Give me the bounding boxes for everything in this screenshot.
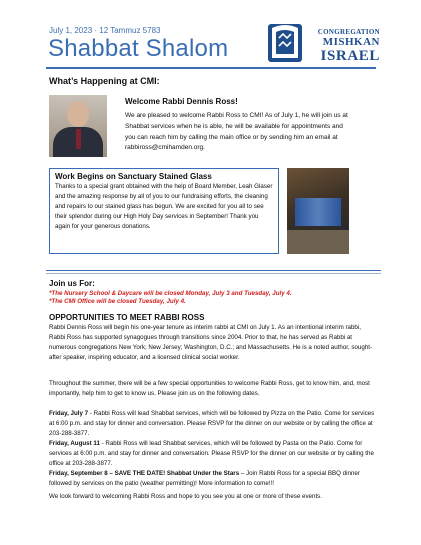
welcome-body: We are pleased to welcome Rabbi Ross to CMI! As of July 1, he will join us at Shabbat services when he is able, he will be available for appointments and you can reach him by calling the main office or by sending him an email at rabbiross@cmihamden.org.: [125, 112, 348, 152]
logo-text-line1: CONGREGATION: [317, 28, 380, 36]
closure-notice: *The Nursery School & Daycare will be closed Monday, July 3 and Tuesday, July 4.: [49, 290, 292, 297]
section-heading: What’s Happening at CMI:: [49, 76, 160, 86]
section-divider-thin: [46, 273, 381, 274]
event-date: Friday, August 11: [49, 440, 100, 447]
rabbi-photo: [49, 95, 107, 157]
event-text: - Rabbi Ross will lead Shabbat services, which will be followed by Pasta on the Patio. Come for services at 6:00 p.m. and stay for dinner and conversation. Please RSVP for the dinner on our website or by calling the office at 203-288-3877.: [49, 440, 374, 467]
join-us-heading: Join us For:: [49, 279, 95, 288]
stained-glass-box: [49, 168, 279, 254]
event-item: [49, 469, 375, 489]
page-title: Shabbat Shalom: [48, 35, 229, 62]
closure-notice: *The CMI Office will be closed Tuesday, July 4.: [49, 298, 186, 305]
congregation-logo: [262, 20, 382, 66]
intro-paragraph: Rabbi Dennis Ross will begin his one-year tenure as interim rabbi at CMI on July 1. As an intentional interim rabbi, Rabbi Ross has supported synagogues through transitions since 2004. Prior to that, he has served as Rabbi at numerous congregations New York; New Jersey; Washington, D.C.; and Massachusetts. He is a noted author, sought-after speaker, inspiring educator, and a licensed clinical social worker.: [49, 324, 373, 361]
closing-paragraph: We look forward to welcoming Rabbi Ross and hope to you see you at one or more of these events.: [49, 493, 322, 500]
date-line: July 1, 2023 · 12 Tammuz 5783: [49, 26, 161, 35]
summer-paragraph: Throughout the summer, there will be a few special opportunities to welcome Rabbi Ross, get to know him, and, most importantly, help him to get to know us. Please join us on the following dates.: [49, 380, 370, 397]
stained-glass-body: Thanks to a special grant obtained with the help of Board Member, Leah Glaser and the amazing response by all of you to our fundraising efforts, the cleaning and repairs to our stained glass has begun. We are excited for you all to see their splendor during our High Holy Day services in September! Thank you again for your generous donations.: [55, 183, 273, 231]
header-divider: [46, 67, 376, 69]
sanctuary-photo: [287, 168, 349, 254]
opportunities-heading: OPPORTUNITIES TO MEET RABBI ROSS: [49, 313, 205, 322]
logo-text-line2: MISHKAN: [322, 36, 380, 48]
stained-glass-heading: Work Begins on Sanctuary Stained Glass: [55, 172, 212, 181]
event-text: – Join Rabbi Ross for a special BBQ dinner followed by services on the patio (weather permitting)! More information to come!!!: [49, 470, 360, 487]
event-item: [49, 409, 375, 439]
section-divider: [46, 270, 381, 271]
logo-text-line3: ISRAEL: [320, 48, 380, 64]
welcome-heading: Welcome Rabbi Dennis Ross!: [125, 97, 238, 106]
event-text: - Rabbi Ross will lead Shabbat services, which will be followed by Pizza on the Patio. Come for services at 6:00 p.m. and stay for dinner and conversation. Please RSVP for the dinner on our website or by calling the office at 203-288-3877.: [49, 410, 375, 437]
events-list: [49, 409, 375, 489]
torah-logo-icon: [262, 20, 308, 66]
event-item: [49, 439, 375, 469]
event-date: Friday, September 8 – SAVE THE DATE! Shabbat Under the Stars: [49, 470, 240, 477]
event-date: Friday, July 7: [49, 410, 89, 417]
